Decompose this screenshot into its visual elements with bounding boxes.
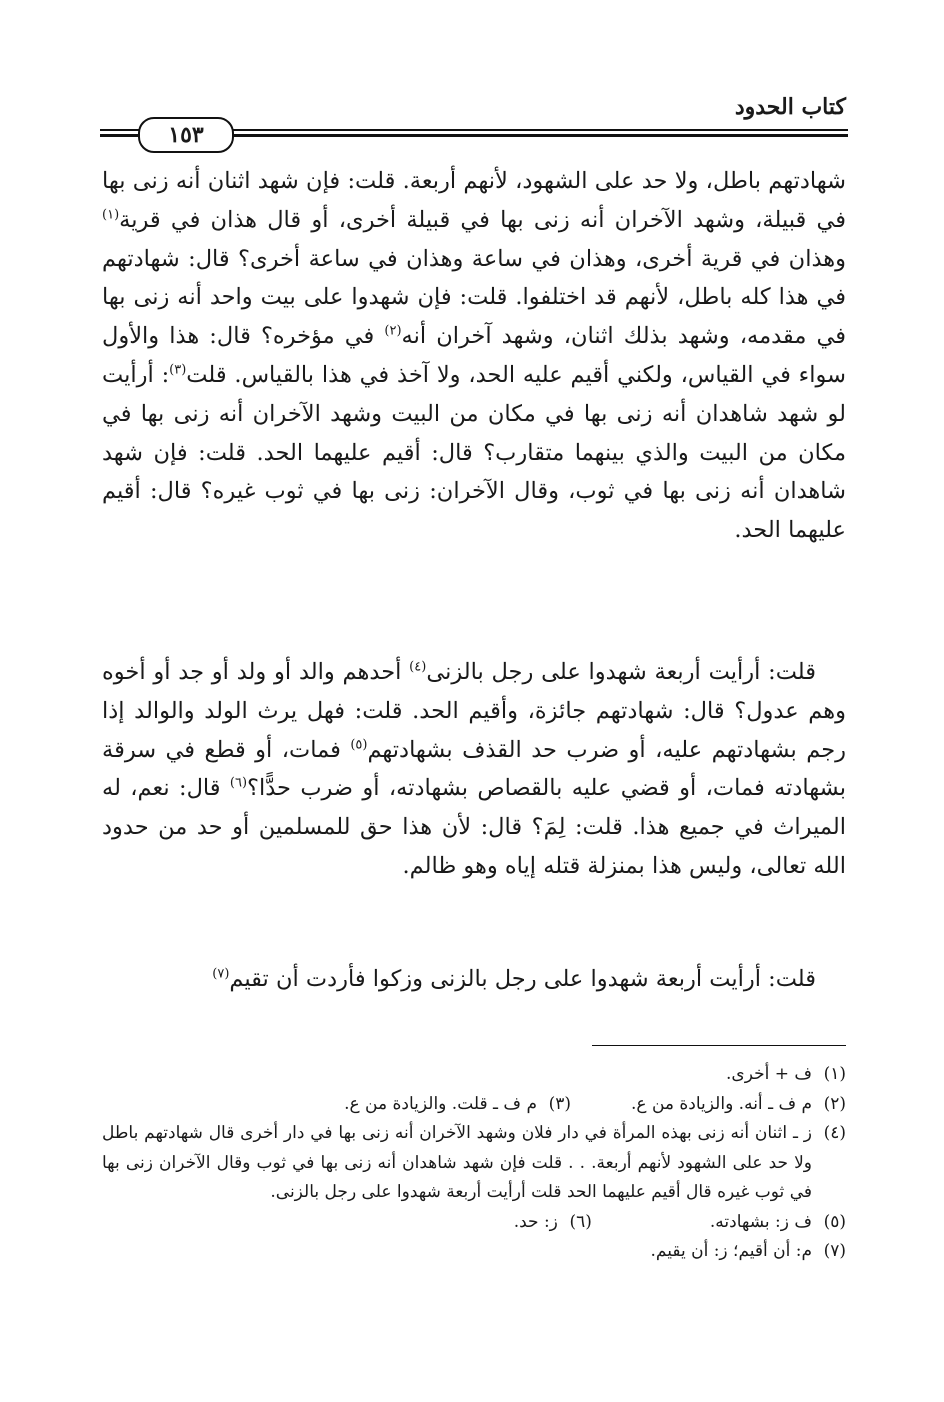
paragraph-2-text: قلت: أرأيت أربعة شهدوا على رجل بالزنى [426,659,817,685]
footnote-6 [514,1208,592,1238]
footnote-number: (١) [823,1064,846,1084]
footnote-4 [102,1119,846,1208]
paragraph-2-text: فمات، أو قطع في سرقة بشهادته فمات، أو قضي عليه بالقصاص بشهادته، أو ضرب حدًّا؟ [102,736,846,802]
paragraph-1-text: وهذان في قرية أخرى، وهذان في ساعة وهذان في ساعة أخرى؟ قال: شهادتهم في هذا كله باطل، لأنهم قد اختلفوا. قلت: فإن شهدوا على بيت واحد أنه زنى بها في مقدمه، وشهد بذلك اثنان، وشهد آخران أنه [102,245,846,350]
footnote-number: (٤) [823,1123,846,1143]
page-number: ١٥٣ [138,117,234,153]
footnote-text: ف + أخرى. [726,1064,812,1084]
footnote-ref-1: (١) [102,207,120,223]
footnote-row [102,1119,846,1208]
footnote-ref-7: (٧) [212,966,230,982]
paragraph-1 [102,162,846,550]
footnote-number: (٢) [823,1093,846,1114]
footnote-text: م ف ـ قلت. والزيادة من ع. [344,1093,537,1114]
header-rule [100,113,848,153]
paragraph-2 [102,653,846,886]
footnote-5 [710,1208,846,1238]
footnote-number: (٣) [548,1093,571,1114]
footnote-ref-2: (٢) [384,323,402,339]
paragraph-2-text: أحدهم والد أو ولد أو جد أو أخوه وهم عدول؟ قال: شهادتهم جائزة، وأقيم الحد. قلت: فهل يرث الولد والوالد إذا رجم بشهادتهم عليه، أو ضرب حد القذف بشهادتهم [102,659,846,763]
running-title: كتاب الحدود [734,94,846,120]
footnote-3 [344,1090,571,1120]
paragraph-2-text: قال: نعم، له الميراث في جميع هذا. قلت: لِمَ؟ قال: لأن هذا حق للمسلمين أو حد من حدود الله تعالى، وليس هذا بمنزلة قتله إياه وهو ظالم. [102,775,846,879]
footnote-ref-5: (٥) [350,737,368,753]
paragraph-1-text: شهادتهم باطل، ولا حد على الشهود، لأنهم أربعة. قلت: فإن شهد اثنان أنه زنى بها في قبيلة، وشهد الآخران أنه زنى بها في قبيلة أخرى، أو قال هذان في قرية [102,168,846,233]
footnote-ref-4: (٤) [409,659,427,675]
footnote-row [102,1237,846,1267]
footnote-row [102,1060,846,1090]
footnote-row [102,1090,846,1120]
paragraph-1-text: : أرأيت لو شهد شاهدان أنه زنى بها في مكان من البيت وشهد الآخران أنه زنى بها في مكان من البيت والذي بينهما متقارب؟ قال: أقيم عليهما الحد. قلت: فإن شهد شاهدان أنه زنى بها في ثوب، وقال الآخران: زنى بها في ثوب غيره؟ قال: أقيم عليهما الحد. [102,361,846,544]
footnote-text: ف ز: بشهادته. [709,1211,812,1232]
footnotes [102,1060,846,1267]
footnote-2 [631,1090,846,1120]
footnote-text: ز ـ اثنان أنه زنى بهذه المرأة في دار فلان وشهد الآخران أنه زنى بها في دار أخرى قال شهادتهم باطل ولا حد على الشهود لأنهم أربعة. . . قلت فإن شهد شاهدان أنه زنى بها في ثوب وقال الآخران زنى بها في ثوب غيره قال أقيم عليهما الحد قلت أرأيت أربعة شهدوا على رجل بالزنى. [102,1123,812,1202]
paragraph-1-text: في مؤخره؟ قال: هذا والأول سواء في القياس، ولكني أقيم عليه الحد، ولا آخذ في هذا بالقياس. قلت [102,323,846,388]
footnote-text: ز: حد. [513,1211,558,1232]
footnote-text: م ف ـ أنه. والزيادة من ع. [631,1093,812,1114]
footnote-7 [651,1237,847,1267]
footnote-ref-6: (٦) [229,775,248,791]
footnote-number: (٥) [823,1211,846,1232]
footnote-separator [592,1045,846,1046]
footnote-ref-3: (٣) [169,362,187,378]
footnote-number: (٦) [569,1211,592,1232]
footnote-number: (٧) [823,1241,846,1261]
footnote-1 [726,1060,846,1090]
paragraph-3-text: قلت: أرأيت أربعة شهدوا على رجل بالزنى وزكوا فأردت أن تقيم [229,966,816,992]
footnote-text: م: أن أقيم؛ ز: أن يقيم. [650,1241,812,1261]
footnote-row [102,1208,846,1238]
paragraph-3 [102,960,846,999]
